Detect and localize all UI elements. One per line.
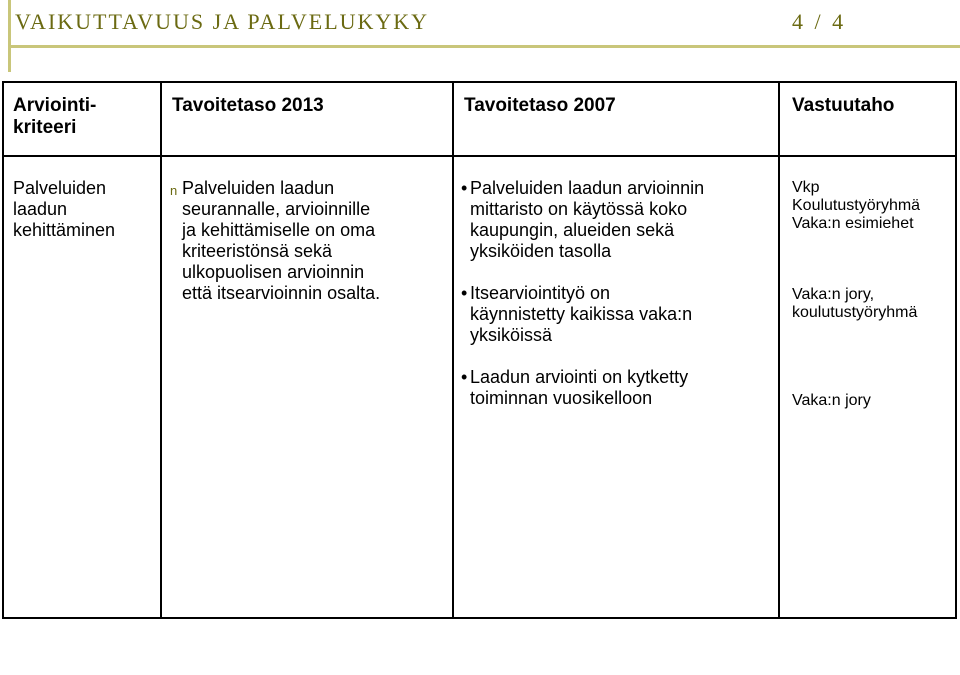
target-2007-cell	[461, 178, 773, 430]
bullet-icon: n	[170, 183, 178, 198]
column-divider	[160, 83, 162, 617]
title-bottom-rule	[8, 45, 960, 48]
column-divider	[452, 83, 454, 617]
responsible-item: Vkp Koulutustyöryhmä Vaka:n esimiehet	[792, 179, 921, 232]
header-target-2007: Tavoitetaso 2007	[464, 95, 616, 116]
header-target-2013: Tavoitetaso 2013	[172, 95, 324, 116]
header-responsible: Vastuutaho	[792, 95, 895, 116]
criterion-cell: Palveluiden laadun kehittäminen	[13, 178, 116, 240]
target-2007-item: • Itsearviointityö on käynnistetty kaikissa vaka:n yksiköissä	[461, 283, 773, 346]
target-2013-cell	[170, 178, 448, 304]
target-2007-item: • Laadun arviointi on kytketty toiminnan vuosikelloon	[461, 367, 773, 409]
title-left-rule	[8, 0, 11, 72]
target-2007-item: • Palveluiden laadun arvioinnin mittaristo on käytössä koko kaupungin, alueiden sekä yksiköiden tasolla	[461, 178, 773, 262]
page-title: VAIKUTTAVUUS JA PALVELUKYKY	[15, 9, 430, 34]
header-criterion: Arviointi- kriteeri	[13, 95, 97, 138]
title-bar	[0, 0, 960, 72]
header-divider	[4, 155, 955, 157]
column-divider	[778, 83, 780, 617]
criteria-table	[2, 81, 957, 619]
responsible-item: Vaka:n jory, koulutustyöryhmä	[792, 286, 918, 321]
responsible-item: Vaka:n jory	[792, 392, 871, 409]
page-number: 4 / 4	[792, 9, 847, 34]
target-2013-text: Palveluiden laadun seurannalle, arvioinnille ja kehittämiselle on oma kriteeristönsä sekä ulkopuolisen arvioinnin että itsearvioinnin osalta.	[182, 178, 381, 303]
